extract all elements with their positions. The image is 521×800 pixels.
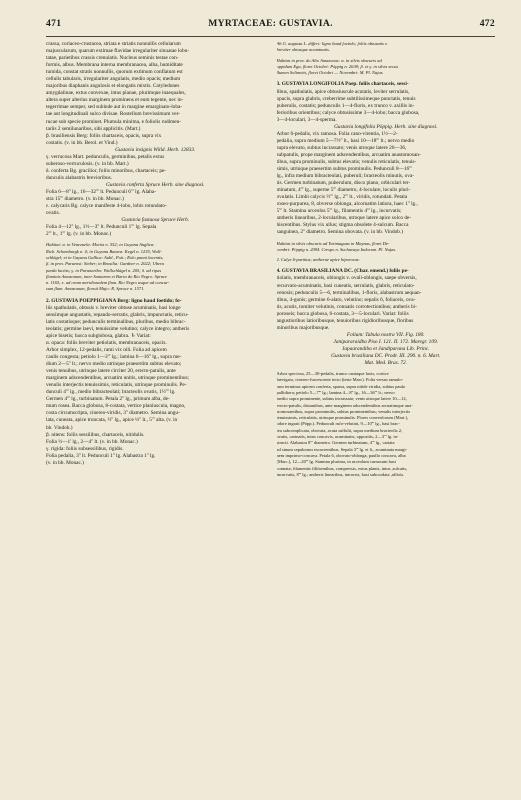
text-line: bb. Vindob.) (46, 424, 73, 431)
text-line: tis, acutis, tomiter velutinis, connatis corrotectionibus; antheris bi- (276, 303, 417, 310)
text-line: ad sinum sepalorum excurrentibus. Sepala 3''' lg. et lt., acuminata margi- (276, 446, 408, 452)
spacer (46, 293, 265, 297)
text-line: sum flum. Amazonum, floruit Majo: R. Spruce n. 1571. (46, 286, 145, 292)
text-line: suberoso-verruculosis. (v. in bb. Mart.) (46, 160, 129, 167)
text-line: δ. conferta Bg. gracilior, foliis minoribus, chartaceis; pe- (46, 167, 167, 174)
text-line: costatis. (v. in bb. Berol. et Vind.) (46, 139, 118, 146)
text-line: caulis congesta; petiolo 1—3''' lg.; lamina 6—16'' lg., supra me- (46, 354, 182, 361)
text-line: libus, spathulatis, apice obtusiuscule acutatis, leviter serrulatis, (276, 88, 410, 95)
text-line: (Marc.), 12—20''' lg. Stamina plurima, in urceolum carnosum basi (276, 459, 396, 465)
text-line: costa circumscripta, cinereo-viridis, 3'' diametro. Semina angu- (46, 410, 180, 417)
text-line: Folia 6—8'' lg., 16—32''' lt. Pedunculi 6''' lg. Alaba- (46, 188, 157, 195)
text-line: Rich. Schomburgk n. 4; in Guyana Batava: Kegel n. 1235, Wull- (46, 248, 162, 254)
text-line: poroseis; bacca globosa, 6-costata, 3—5-loculari. Variat: foliis (276, 310, 409, 317)
text-line: venosis; pedunculis 5—6, terminalibus, 1-floris, alabastrum aequan- (276, 289, 422, 296)
text-line: latis costatisque; pedunculis terminalibus, pluribus, medio bibrac- (46, 318, 186, 325)
text-line: Gustavia longifolia Pöppig. Herb. sine diagnosi. (334, 123, 438, 130)
page-number-left: 471 (46, 18, 62, 29)
text-line: incurvatis, 8''' lg.; antheris linearibus, introrsis, basi subcordata ,affixis. (276, 471, 405, 477)
text-line: Folia pedalia, 3'' lt. Pedunculi 1'' lg. Alabastra 1'' lg. (46, 452, 156, 459)
text-line: γ. rigida: foliis subsessilibus, rigidis. (46, 445, 124, 452)
text-line: tariis 2 semilunaribus, sibi applicitis. (Mart.) (46, 125, 141, 132)
text-line: minoribus majoribusque. (276, 324, 330, 331)
header-rule (46, 36, 495, 37)
text-line: Arbor simplex, 12-pedalis, rami vix nili. Folia ad apicem (46, 347, 167, 354)
text-line: 5''' lt. Stamina urceolus 5''' lg., filamentis 4''' lg., incurvatis; (276, 208, 402, 215)
text-line: simis, utrinque praesertim subtus prominulis. Pedunculi 8—16''' (276, 166, 413, 173)
spacer (277, 76, 496, 80)
text-line: dunculis alabastris brevioribus. (46, 174, 113, 181)
text-line: majoribus diaphanis angulosis et elongatis mixtis. Cotyledones (46, 83, 180, 90)
text-line: rucae sub specie prominet. Plumula minima, e foliolis rudimen- (46, 118, 182, 125)
text-line: β. in prov. Paraensi: Sieber; in Brasilia: Gardner n. 2022; Ubera (46, 261, 164, 267)
text-line: odore ingrati (Pöpp.). Pedunculi rufo-velutini, 9—10''' lg., basi brac- (276, 421, 400, 427)
text-line: liis spathulatis, obtusis v. breviter obtuse acuminatis, basi longe (46, 304, 181, 311)
text-line: 2''' lt., 1''' lg. (v. in bb. Monac.) (46, 231, 112, 238)
running-header (46, 18, 495, 32)
text-line: Folia 4—12'' lg., 1½—3'' lt. Pedunculi 1''' lg. Sepala (46, 224, 157, 231)
text-line: lg., infra medium bibracteolati, puberuli; bracteolis minutis, ova- (276, 173, 415, 180)
text-line: α. opaca: foliis breviter petiolatis, membranaceis, opacis. (46, 339, 167, 346)
text-line: schlägel; et in Guyana Gallica: Aubl., Poit.; Rolo panni lacentis; (46, 254, 164, 260)
text-line: hiscentibus. Stylus vix ullus; stigma obsolete 4-sulcum. Bacca (276, 222, 409, 229)
text-line: tumida, constat stratis nonnullis, quorum extimum conflatum est (46, 69, 183, 76)
text-line: tenuissimis, reticulatis, utrinque prominulis. Flores conveolorum (Mart.), (276, 415, 409, 421)
text-line: Gustavia insignis Willd. Herb. 12833. (115, 146, 196, 153)
text-line: flumen Solimoës, floret Octobri — Novembri: M. Pl. Najas. (276, 70, 384, 76)
text-line: ovatis, carinatis, intus concavis, acuminatis, oppositis, 2—3''' lg. in- (276, 434, 399, 440)
text-line: teolatis; germine laevi, tenuissime velutino; calyce integro; antheris (46, 325, 190, 332)
text-line: Janipararaidba Piso I. 121. II. 172. Maregr. 109. (333, 338, 438, 345)
text-line: Japaarandiba et Jandiparana Lib. Princ. (342, 345, 430, 352)
text-line: dunculi 4''' lg., medio bibracteolati; bracteolis ovatis, 1½''' lg. (46, 389, 176, 396)
text-line: ovatis. (46, 210, 60, 217)
page-number-right: 472 (479, 18, 495, 29)
text-line: opacis, supra glabris, creberrime subtilissimeque punctatis, tenuis (276, 95, 416, 102)
text-line: medio supra prominente, subtus incrassato; venis utroque latere 10—12, (276, 396, 407, 402)
text-line: tatae, parietibus crassis crenulatis. Nucleus seminis testae con- (46, 55, 179, 62)
text-line: tea subcomplicata, obovata, acuta suffulti, supra medium bracteolis 2, (276, 427, 403, 433)
text-line: pallidiora; petiolo 5—7''' lg.; lamina 4—8'' lg., 16—36''' lt.; nervo (276, 389, 395, 395)
text-line: dium 2—5'' lt.; nervo medio utrinque praesertim subtus elevato; (46, 361, 182, 368)
text-line: sanguinea, 2'' diametro. Semina obovata. (v. in bb. Vindob.) (276, 229, 403, 236)
text-line: laevigato, cinereo-fuscescente tecto (teste Marc). Folia versus ramulo- (276, 377, 404, 383)
text-line: cembri: Pöppig n. 2094. Crespo n. Suchavaya Indorum. Pl. Najas. (276, 246, 397, 252)
text-line: 3—4-loculari, 3—4-sperma. (276, 116, 337, 123)
text-line: Folium: Tabula nostra VII. Fig. 180. (346, 331, 425, 338)
text-line: antheris linearibus, 2-locularibus, utroque latere apice solco de- (276, 215, 412, 222)
right-column (277, 41, 496, 478)
text-line: ε. calycaris Bg. calyce manifeste 4-lobo, lobis rotundato- (46, 203, 167, 210)
text-line: minatum, 4''' lg., superne 5''' diametro, 4-loculare, loculis pluri- (276, 187, 411, 194)
text-columns (46, 41, 495, 478)
text-line: Gustavia brasiliana DC. Prodr. III. 290. n. 6. Mart. (331, 352, 441, 359)
left-column (46, 41, 265, 478)
text-line: pedalia, supra medium 5—7½'' lt., basi 10—18''' lt.; nervo medio (276, 137, 415, 144)
text-line: γ. verrucosa Mart. pedunculis, germinibus, petalis extus (46, 153, 165, 160)
text-line: 4. GUSTAVIA BRASILIANA DC. (Char. emend.) foliis pe- (276, 268, 409, 275)
text-line: tegerrimae semper, sed subinde aut in margine emarginato-loba- (46, 104, 183, 111)
text-line: 2. GUSTAVIA POEPPIGIANA Berg: ligno haud foetido; fo- (46, 297, 182, 304)
text-line: 2. Calyx 6-partitus; antherae apice bipororae. (276, 257, 360, 263)
running-title: MYRTACEAE: GUSTAVIA. (208, 18, 333, 29)
text-line: oppidum Ega, floret Octobri: Pöppig n. 2638; β. et γ. in silvis secus (276, 63, 399, 69)
text-line: venis tenuibus, utrinque latere circiter 20, erecto-patulis, ante (46, 368, 176, 375)
text-line: formis, albus. Membrana interna membranacea, alba, humiditate (46, 62, 183, 69)
text-line: ovulatis. Limbi calycis ½''' lg., 2''' lt., viridis, rotundati. Petala (276, 194, 408, 201)
text-line: erecto-patulis, distantibus, ante marginem adscendentibus arcuatimque ana- (276, 402, 413, 408)
text-line: Habitat in silvis obscuris ad Yurimaguas in Maynas, floret De- (276, 240, 390, 246)
text-line: Gustavia conferta Spruce Herb. sine diagnosi. (106, 181, 205, 188)
text-line: stra 15''' diametro. (v. in bb. Monac.) (46, 196, 124, 203)
text-line: n. 1165; ε. ad oram meridionalem flum. Rio Negro usque ad concur- (46, 280, 170, 286)
text-line: Mat. Med. Bras. 72. (364, 360, 408, 367)
text-line: nem imprimo-concava. Petala 6, obovato-oblonga, paullo concava, alba (276, 452, 406, 458)
text-line: tibus, 4-gonis; germine 6-alato, velutino; sepalis 6, foliaceis, ova- (276, 296, 416, 303)
text-line: fluminis Amazonum, inter Santarem et Barra do Rio Negro: Spruce (46, 273, 168, 279)
text-line: stomosantibus, supra prominulis, subtus prominentibus; venulis interjectis (276, 408, 410, 414)
text-line: β. brasiliensis Berg: foliis chartaceis, opacis, supra vix (46, 132, 162, 139)
text-line: supra elevato, subtus incrassato; venis utroque latere 26—36, (276, 144, 407, 151)
text-line: Folia ½—1' lg., 2—4'' lt. (v. in bb. Monac.) (46, 438, 138, 445)
text-line: connata; filamentis filiformibus, compressis, extus planis, intus ,sulcatis, (276, 465, 408, 471)
text-line: puberulis, costatis; pedunculis 1—4-floris, ex trunco v. axillis in- (276, 102, 415, 109)
text-line: 3. GUSTAVIA LONGIFOLIA Poep. foliis chartaceis, sessi- (276, 81, 409, 88)
text-line: venulis interjectis tenuissimis, reticulatis, utrinque prominulis. Pe- (46, 382, 187, 389)
spacer (277, 263, 496, 267)
text-line: amygdalinae, extus convexae, intus planae, plurimque inaequales, (46, 90, 186, 97)
text-line: β. nitens: foliis sessilibus, chartaceis, nitidulis. (46, 431, 145, 438)
text-line: Habitat: α. in Venezuela: Moritz n. 552; in Guyana Anglica: (46, 242, 155, 248)
text-line: recurvato-acuminatis, basi cuneatis, serrulatis, glabris, reticulato- (276, 282, 415, 289)
text-line: tae aut longitudinali sulco divisae. Rostellum brevissimum ver- (46, 111, 181, 118)
text-line: crassa, coriaceo-crustacea, striata e striatis nonnullis cellularum (46, 41, 181, 47)
text-line: structi. Alabastra 8''' diametro. Germen turbinatum, 4''' lg., cariata (276, 440, 395, 446)
text-line: tiolatis, membranaceis, oblongis v. ovali-oblongis, saepe obversis, (276, 275, 417, 282)
text-line: (v. in bb. Monac.) (46, 459, 84, 466)
text-line: breviter obtusque acuminatis. (276, 47, 330, 53)
text-line: tibus, supra prominulis, subtus elevatis; venulis reticulatis, tenuis- (276, 159, 417, 165)
text-line: ferioribus orientibus; calyce obtusissime 3—4-lobo; bacca globosa, (276, 109, 420, 116)
text-line: rum terminus apicem conferta, sparsa, supra nitide viridia, subtus paulo (276, 383, 406, 389)
text-line: sensimque angustatis, repando-serratis, glabris, impunctatis, reticu- (46, 311, 189, 318)
text-line: subpatulis, prope marginem adscendentibus, arcuatim anastomosan- (276, 151, 421, 158)
text-line: Ab G. augusta L. differt: ligno haud foetido; foliis obtusatis v. (276, 41, 388, 46)
text-line: tis. Germen turbinatum, puberulum, disco plano, orbiculari ter- (276, 180, 411, 187)
text-line: majuscularum, quarum extimae flavidae irregulariter sinuatae lobu- (46, 48, 190, 55)
text-line: apice bisetis; bacca subglobosa, glabra. ♄ Variat: (46, 332, 151, 339)
text-line: parda lucitis; γ. in Paranaribo: Wullschlägel n. 205; δ. ad ripas (46, 267, 162, 273)
text-line: cellulis tabularis, irregulariter angulatis, medio opacis; medium (46, 76, 181, 83)
text-line: marginem adscendentibus, arcuatim unitis, utrinque prominentibus; (46, 375, 190, 382)
text-line: lata, cuneata, apice truncata, ½'' lg., apice ⅓'' lt., 5''' alta. (v. in (46, 417, 178, 424)
text-line: altera super alterius marginem prominens et eum tegente, nec in- (46, 97, 184, 104)
text-line: Gustavia fastuosa Spruce Herb. (121, 217, 190, 224)
text-line: roseo-purpurea, 8, obverse oblonga, alcornatim latiora, haec 1'' lg., (276, 201, 418, 208)
text-line: Arbor 6-pedalis, vix ramosa. Folia cano-virentia, 1½—2- (276, 130, 398, 137)
text-line: mum rosea. Bacca globosa, 8-costata, vertice planiuscula, magno, (46, 403, 186, 410)
text-line: Habitat in prov. do Alto Amazonas: α. in silvis obscuris ad (276, 57, 382, 63)
text-line: angustioribus latioribusque, tenuioribus rigidioribusque, floribus (276, 317, 414, 324)
text-line: Arbor speciosa, 25—30-pedalis, trunco caniaque laxis, cortice (276, 371, 389, 377)
text-line: Germen 4''' lg., turbinatum. Petala 2'' lg., primum alba, de- (46, 396, 170, 403)
